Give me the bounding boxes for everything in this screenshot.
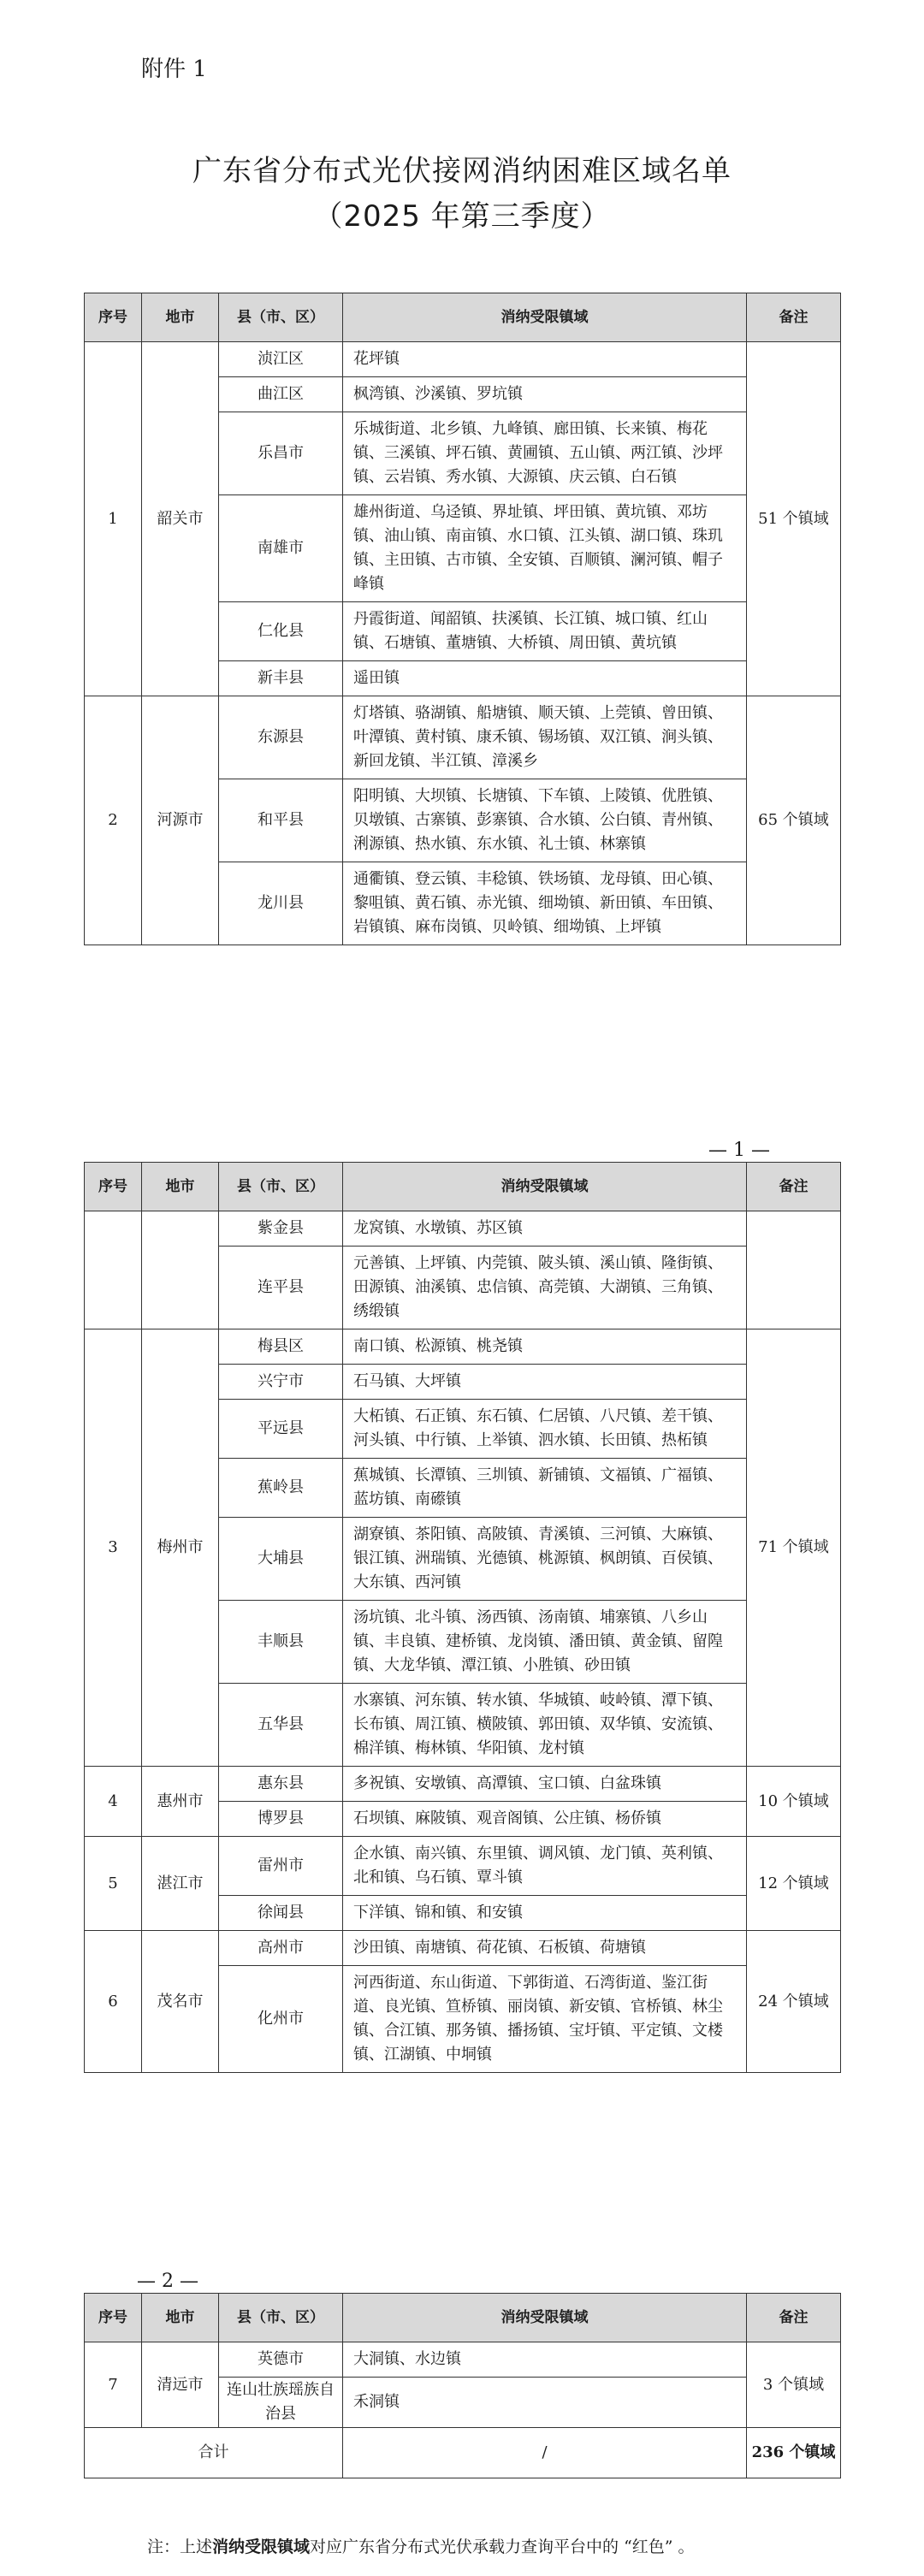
- footnote-prefix: 注：上述: [147, 2538, 213, 2556]
- table-row: [85, 1329, 841, 1365]
- towns-cell: 乐城街道、北乡镇、九峰镇、廊田镇、长来镇、梅花镇、三溪镇、坪石镇、黄圃镇、五山镇、两江镇、沙坪镇、云岩镇、秀水镇、大源镇、庆云镇、白石镇: [343, 412, 747, 495]
- county-cell: 平远县: [219, 1400, 343, 1459]
- county-cell: 英德市: [219, 2342, 343, 2378]
- seq-cell: [85, 1211, 142, 1329]
- note-cell: 71 个镇域: [747, 1329, 841, 1767]
- county-cell: 大埔县: [219, 1518, 343, 1601]
- note-cell: 3 个镇域: [747, 2342, 841, 2428]
- towns-cell: 多祝镇、安墩镇、高潭镇、宝口镇、白盆珠镇: [343, 1767, 747, 1802]
- city-cell: 梅州市: [142, 1329, 219, 1767]
- towns-cell: 通衢镇、登云镇、丰稔镇、铁场镇、龙母镇、田心镇、黎咀镇、黄石镇、赤光镇、细坳镇、新田镇、车田镇、岩镇镇、麻布岗镇、贝岭镇、细坳镇、上坪镇: [343, 862, 747, 945]
- header-note: 备注: [747, 293, 841, 342]
- total-slash: /: [343, 2428, 747, 2478]
- area-table-page-2: [84, 1162, 841, 2073]
- header-county: 县（市、区）: [219, 2294, 343, 2342]
- header-city: 地市: [142, 1163, 219, 1211]
- towns-cell: 雄州街道、乌迳镇、界址镇、坪田镇、黄坑镇、邓坊镇、油山镇、南亩镇、水口镇、江头镇、湖口镇、珠玑镇、主田镇、古市镇、全安镇、百顺镇、澜河镇、帽子峰镇: [343, 495, 747, 602]
- towns-cell: 河西街道、东山街道、下郭街道、石湾街道、鉴江街道、良光镇、笪桥镇、丽岗镇、新安镇、官桥镇、林尘镇、合江镇、那务镇、播扬镇、宝圩镇、平定镇、文楼镇、江湖镇、中垌镇: [343, 1966, 747, 2073]
- county-cell: 新丰县: [219, 661, 343, 696]
- seq-cell: 6: [85, 1931, 142, 2073]
- total-row: [85, 2428, 841, 2478]
- towns-cell: 丹霞街道、闻韶镇、扶溪镇、长江镇、城口镇、红山镇、石塘镇、董塘镇、大桥镇、周田镇、黄坑镇: [343, 602, 747, 661]
- table-row: [85, 2342, 841, 2378]
- note-cell: 24 个镇域: [747, 1931, 841, 2073]
- county-cell: 龙川县: [219, 862, 343, 945]
- towns-cell: 枫湾镇、沙溪镇、罗坑镇: [343, 377, 747, 412]
- header-towns: 消纳受限镇域: [343, 2294, 747, 2342]
- table-row: [85, 1931, 841, 1966]
- city-cell: [142, 1211, 219, 1329]
- table-row: [85, 1837, 841, 1896]
- city-cell: 湛江市: [142, 1837, 219, 1931]
- county-cell: 化州市: [219, 1966, 343, 2073]
- county-cell: 东源县: [219, 696, 343, 779]
- towns-cell: 汤坑镇、北斗镇、汤西镇、汤南镇、埔寨镇、八乡山镇、丰良镇、建桥镇、龙岗镇、潘田镇、黄金镇、留隍镇、大龙华镇、潭江镇、小胜镇、砂田镇: [343, 1601, 747, 1684]
- towns-cell: 沙田镇、南塘镇、荷花镇、石板镇、荷塘镇: [343, 1931, 747, 1966]
- towns-cell: 企水镇、南兴镇、东里镇、调风镇、龙门镇、英利镇、北和镇、乌石镇、覃斗镇: [343, 1837, 747, 1896]
- county-cell: 兴宁市: [219, 1365, 343, 1400]
- towns-cell: 禾洞镇: [343, 2378, 747, 2428]
- table-row: [85, 1211, 841, 1247]
- city-cell: 清远市: [142, 2342, 219, 2428]
- header-city: 地市: [142, 293, 219, 342]
- towns-cell: 阳明镇、大坝镇、长塘镇、下车镇、上陵镇、优胜镇、贝墩镇、古寨镇、彭寨镇、合水镇、公白镇、青州镇、浰源镇、热水镇、东水镇、礼士镇、林寨镇: [343, 779, 747, 862]
- towns-cell: 水寨镇、河东镇、转水镇、华城镇、岐岭镇、潭下镇、长布镇、周江镇、横陂镇、郭田镇、双华镇、安流镇、棉洋镇、梅林镇、华阳镇、龙村镇: [343, 1684, 747, 1767]
- county-cell: 丰顺县: [219, 1601, 343, 1684]
- header-city: 地市: [142, 2294, 219, 2342]
- county-cell: 高州市: [219, 1931, 343, 1966]
- towns-cell: 龙窝镇、水墩镇、苏区镇: [343, 1211, 747, 1247]
- note-cell: 12 个镇域: [747, 1837, 841, 1931]
- towns-cell: 大洞镇、水边镇: [343, 2342, 747, 2378]
- header-seq: 序号: [85, 2294, 142, 2342]
- city-cell: 韶关市: [142, 342, 219, 696]
- page-number-2: — 2 —: [137, 2271, 198, 2292]
- table-row: [85, 342, 841, 377]
- header-towns: 消纳受限镇域: [343, 293, 747, 342]
- seq-cell: 5: [85, 1837, 142, 1931]
- area-table-page-3: [84, 2293, 841, 2478]
- towns-cell: 大柘镇、石正镇、东石镇、仁居镇、八尺镇、差干镇、河头镇、中行镇、上举镇、泗水镇、长田镇、热柘镇: [343, 1400, 747, 1459]
- city-cell: 惠州市: [142, 1767, 219, 1837]
- towns-cell: 灯塔镇、骆湖镇、船塘镇、顺天镇、上莞镇、曾田镇、叶潭镇、黄村镇、康禾镇、锡场镇、双江镇、涧头镇、新回龙镇、半江镇、漳溪乡: [343, 696, 747, 779]
- seq-cell: 4: [85, 1767, 142, 1837]
- county-cell: 徐闻县: [219, 1896, 343, 1931]
- total-label: 合计: [85, 2428, 343, 2478]
- header-county: 县（市、区）: [219, 1163, 343, 1211]
- towns-cell: 湖寮镇、茶阳镇、高陂镇、青溪镇、三河镇、大麻镇、银江镇、洲瑞镇、光德镇、桃源镇、枫朗镇、百侯镇、大东镇、西河镇: [343, 1518, 747, 1601]
- header-seq: 序号: [85, 293, 142, 342]
- county-cell: 乐昌市: [219, 412, 343, 495]
- county-cell: 五华县: [219, 1684, 343, 1767]
- county-cell: 浈江区: [219, 342, 343, 377]
- header-note: 备注: [747, 2294, 841, 2342]
- towns-cell: 南口镇、松源镇、桃尧镇: [343, 1329, 747, 1365]
- note-cell: 51 个镇域: [747, 342, 841, 696]
- seq-cell: 7: [85, 2342, 142, 2428]
- document-title: 广东省分布式光伏接网消纳困难区域名单: [192, 154, 732, 188]
- county-cell: 和平县: [219, 779, 343, 862]
- footnote-suffix: 对应广东省分布式光伏承载力查询平台中的 “红色” 。: [310, 2538, 695, 2556]
- attachment-label: 附件 1: [141, 56, 207, 82]
- table-row: [85, 696, 841, 779]
- county-cell: 蕉岭县: [219, 1459, 343, 1518]
- county-cell: 紫金县: [219, 1211, 343, 1247]
- header-note: 备注: [747, 1163, 841, 1211]
- note-cell: [747, 1211, 841, 1329]
- county-cell: 梅县区: [219, 1329, 343, 1365]
- footnote: [147, 2534, 695, 2557]
- county-cell: 仁化县: [219, 602, 343, 661]
- county-cell: 曲江区: [219, 377, 343, 412]
- seq-cell: 2: [85, 696, 142, 945]
- county-cell: 连平县: [219, 1247, 343, 1329]
- county-cell: 连山壮族瑶族自治县: [219, 2378, 343, 2428]
- towns-cell: 花坪镇: [343, 342, 747, 377]
- towns-cell: 石马镇、大坪镇: [343, 1365, 747, 1400]
- header-county: 县（市、区）: [219, 293, 343, 342]
- towns-cell: 元善镇、上坪镇、内莞镇、陂头镇、溪山镇、隆街镇、田源镇、油溪镇、忠信镇、高莞镇、大湖镇、三角镇、绣缎镇: [343, 1247, 747, 1329]
- county-cell: 南雄市: [219, 495, 343, 602]
- table-row: [85, 1767, 841, 1802]
- header-towns: 消纳受限镇域: [343, 1163, 747, 1211]
- note-cell: 10 个镇域: [747, 1767, 841, 1837]
- footnote-bold-term: 消纳受限镇域: [212, 2538, 311, 2556]
- header-seq: 序号: [85, 1163, 142, 1211]
- city-cell: 茂名市: [142, 1931, 219, 2073]
- towns-cell: 遥田镇: [343, 661, 747, 696]
- county-cell: 雷州市: [219, 1837, 343, 1896]
- page-number-1: — 1 —: [708, 1140, 770, 1161]
- towns-cell: 石坝镇、麻陂镇、观音阁镇、公庄镇、杨侨镇: [343, 1802, 747, 1837]
- seq-cell: 3: [85, 1329, 142, 1767]
- county-cell: 博罗县: [219, 1802, 343, 1837]
- county-cell: 惠东县: [219, 1767, 343, 1802]
- total-value: 236 个镇域: [747, 2428, 841, 2478]
- towns-cell: 下洋镇、锦和镇、和安镇: [343, 1896, 747, 1931]
- area-table-page-1: [84, 293, 841, 945]
- seq-cell: 1: [85, 342, 142, 696]
- city-cell: 河源市: [142, 696, 219, 945]
- document-subtitle: （2025 年第三季度）: [313, 199, 611, 234]
- towns-cell: 蕉城镇、长潭镇、三圳镇、新铺镇、文福镇、广福镇、蓝坊镇、南礤镇: [343, 1459, 747, 1518]
- note-cell: 65 个镇域: [747, 696, 841, 945]
